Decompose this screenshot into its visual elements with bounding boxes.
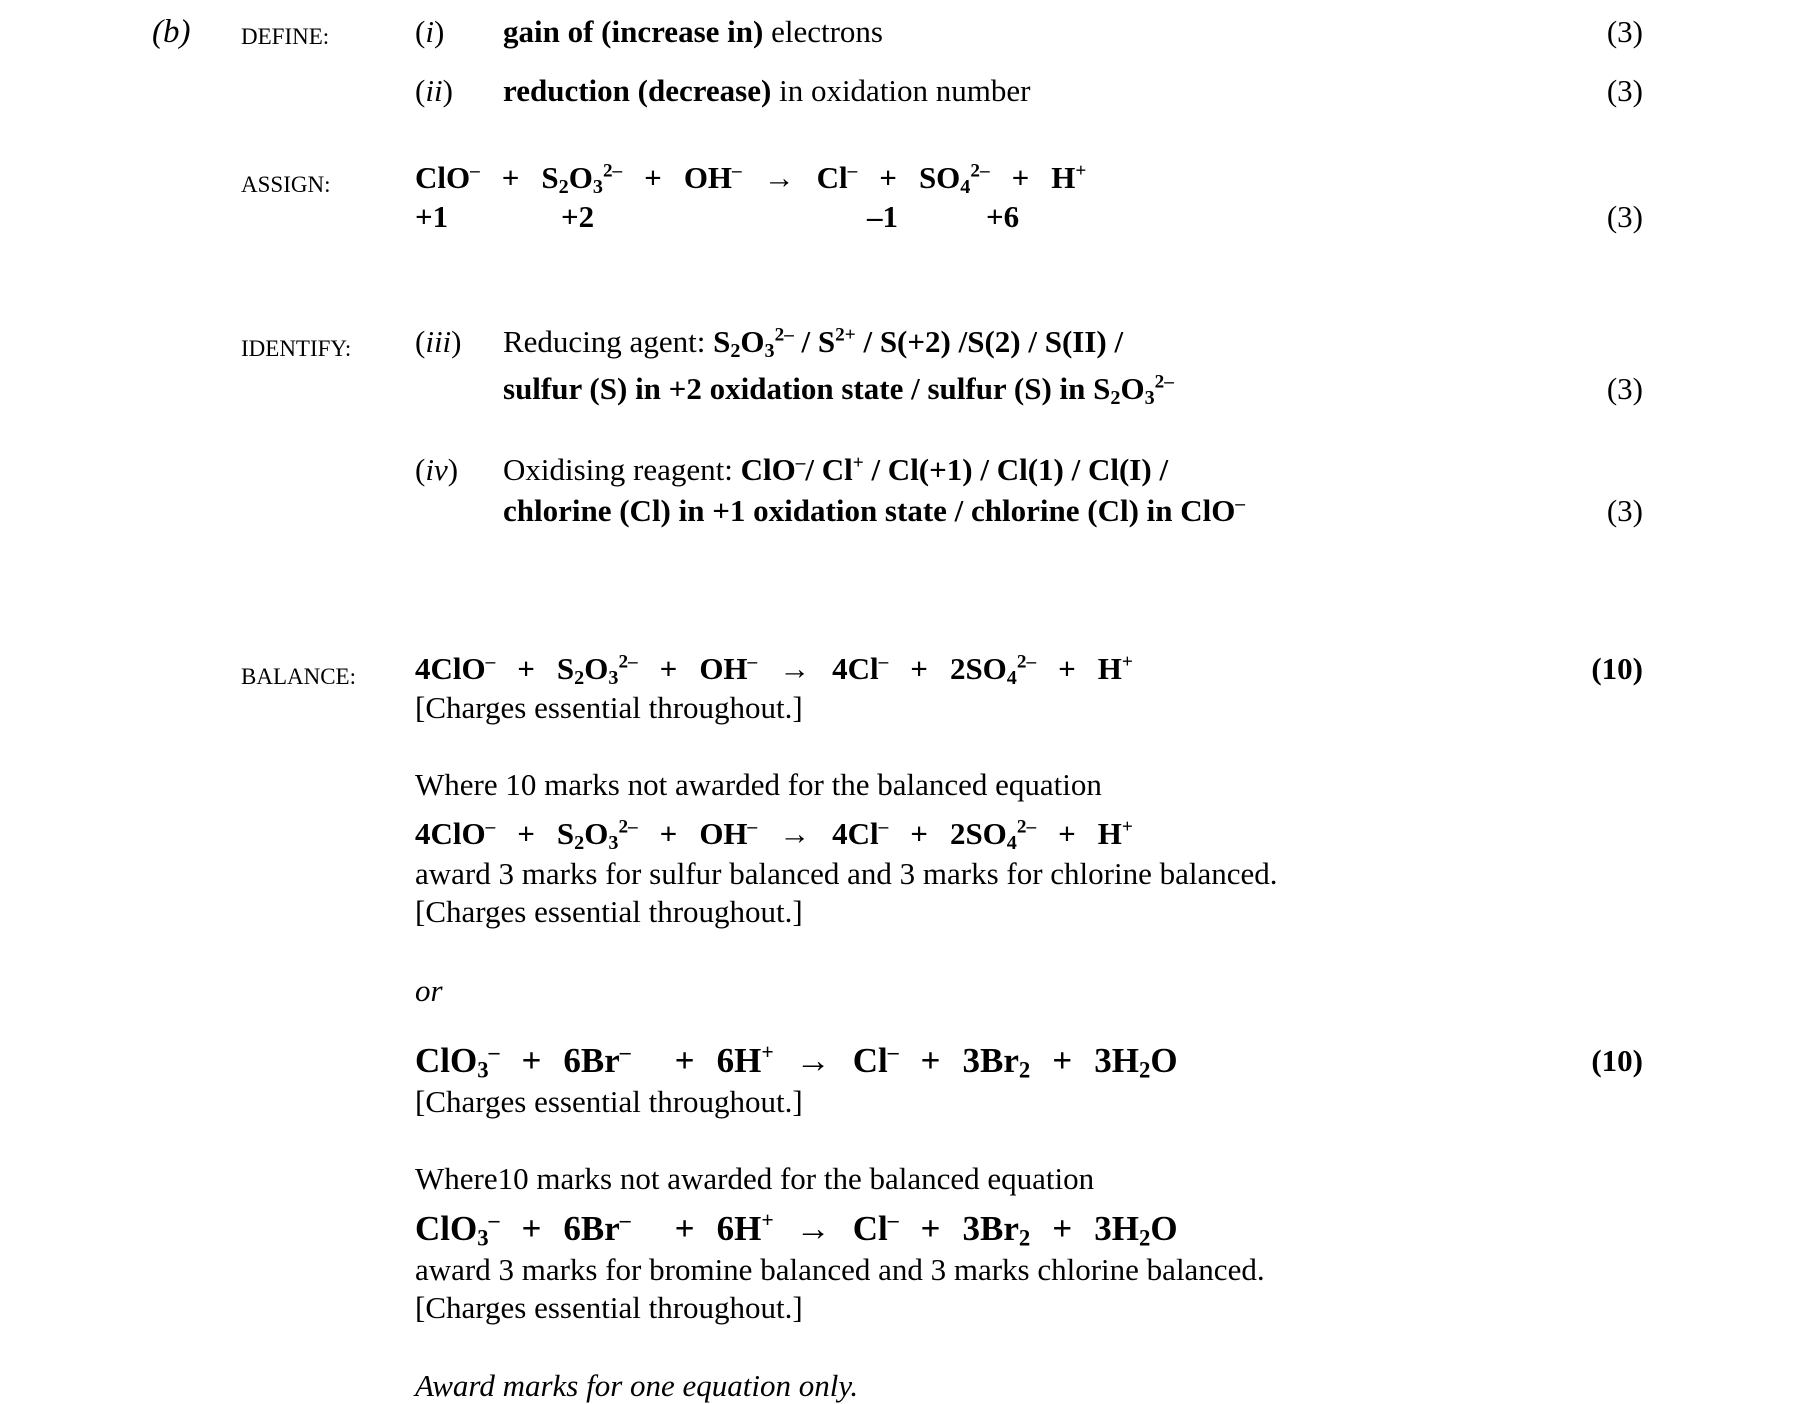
mark-balance-1: (10) <box>1591 651 1643 686</box>
where-note-1: Where 10 marks not awarded for the balanced equation <box>415 767 1102 802</box>
mark-define-ii: (3) <box>1606 73 1643 108</box>
ox-number-cl-clo: +1 <box>415 199 449 234</box>
oxidising-reagent-line2: chlorine (Cl) in +1 oxidation state / chlorine (Cl) in ClO– <box>503 493 1245 528</box>
item-number-ii: (ii) <box>415 73 453 108</box>
final-note: Award marks for one equation only. <box>415 1368 859 1403</box>
award-note-1: award 3 marks for sulfur balanced and 3 marks for chlorine balanced. <box>415 856 1278 891</box>
define-item-i: gain of (increase in) electrons <box>503 14 883 49</box>
define-label: DEFINE: <box>241 24 330 49</box>
charges-note-1: [Charges essential throughout.] <box>415 690 803 725</box>
where-note-2: Where10 marks not awarded for the balanced equation <box>415 1161 1095 1196</box>
define-item-ii: reduction (decrease) in oxidation number <box>503 73 1031 108</box>
item-number-iv: (iv) <box>415 452 459 487</box>
award-note-2: award 3 marks for bromine balanced and 3 marks chlorine balanced. <box>415 1252 1265 1287</box>
mark-assign: (3) <box>1606 199 1643 234</box>
item-number-i: (i) <box>415 14 445 49</box>
charges-note-3: [Charges essential throughout.] <box>415 1084 803 1119</box>
partial-equation-1: $4ClO^- + S_2O_3^{2-} + OH^- \to 4Cl^- + 2SO_4^{2-} + H^+$ <box>415 816 1133 855</box>
mark-balance-2: (10) <box>1591 1043 1643 1078</box>
mark-identify-iv: (3) <box>1606 493 1643 528</box>
reducing-agent-line2: sulfur (S) in +2 oxidation state / sulfur (S) in $S_2O_3^{2-}$ <box>503 371 1174 410</box>
balance-label: BALANCE: <box>241 664 356 689</box>
ox-number-cl-cl: –1 <box>867 199 898 234</box>
oxidising-reagent-line1: Oxidising reagent: ClO–/ Cl+ / Cl(+1) / Cl(1) / Cl(I) / <box>503 452 1169 487</box>
balanced-equation-1: $4ClO^- + S_2O_3^{2-} + OH^- \to 4Cl^- + 2SO_4^{2-} + H^+$ <box>415 651 1133 690</box>
item-number-iii: (iii) <box>415 324 462 359</box>
or-separator: or <box>415 973 443 1008</box>
reducing-agent-line1: Reducing agent: $S_2O_3^{2-} / S^{2+} / S(+2)$ /S(2) / S(II) / <box>503 324 1124 363</box>
identify-label: IDENTIFY: <box>241 336 352 361</box>
partial-equation-2: $ClO_3^- + 6Br^- + 6H^+ \to Cl^- + 3Br_2 + 3H_2O$ <box>415 1207 1178 1251</box>
mark-define-i: (3) <box>1606 14 1643 49</box>
mark-identify-iii: (3) <box>1606 371 1643 406</box>
charges-note-2: [Charges essential throughout.] <box>415 894 803 929</box>
charges-note-4: [Charges essential throughout.] <box>415 1290 803 1325</box>
balanced-equation-2: $ClO_3^- + 6Br^- + 6H^+ \to Cl^- + 3Br_2 + 3H_2O$ <box>415 1039 1178 1083</box>
assign-label: ASSIGN: <box>241 172 331 197</box>
part-label: (b) <box>152 14 191 50</box>
ox-number-s-so4: +6 <box>986 199 1020 234</box>
ox-number-s-s2o3: +2 <box>561 199 595 234</box>
assign-equation: $ClO^- + S_2O_3^{2-} + OH^- \to Cl^- + SO_4^{2-} + H^+$ <box>415 160 1087 199</box>
